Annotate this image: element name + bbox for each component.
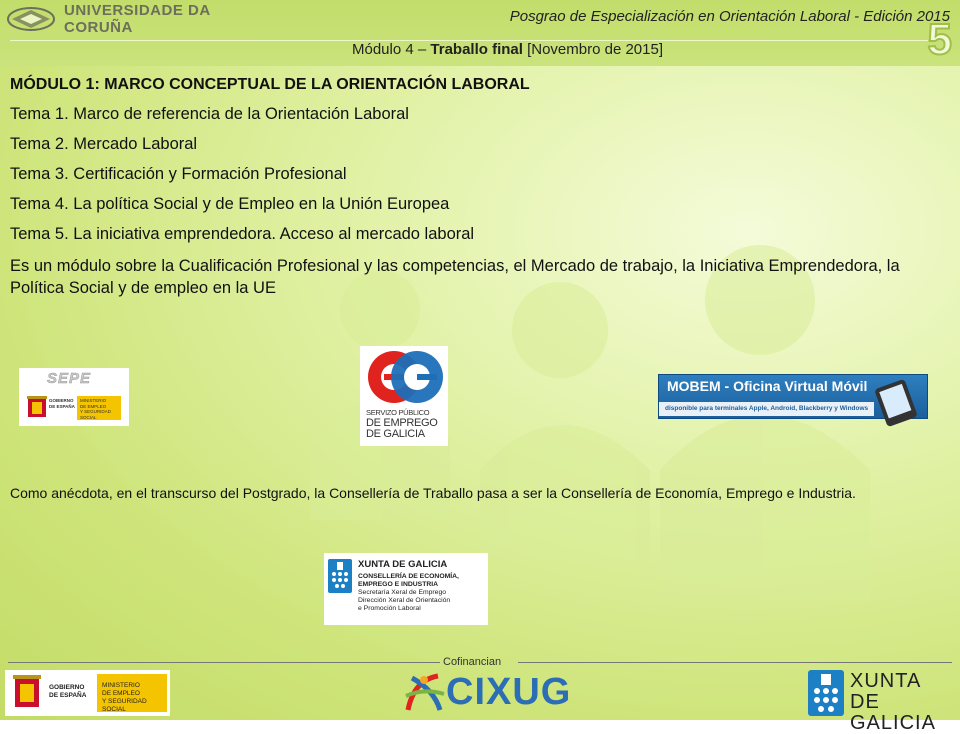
footer-xunta-line: DE GALICIA — [850, 691, 936, 734]
servizo-line: DE GALICIA — [366, 428, 425, 440]
sepe-title: SEPE — [47, 370, 92, 387]
cixug-name: CIXUG — [446, 671, 572, 713]
conselleria-text — [358, 573, 459, 613]
footer-min — [97, 674, 167, 712]
course-title: Posgrao de Especialización en Orientación Laboral - Edición 2015 — [509, 8, 950, 25]
module-description: Es un módulo sobre la Cualificación Profesional y las competencias, el Mercado de trabajo, la Iniciativa Emprendedora, la Política Social y de empleo en la UE — [10, 257, 900, 297]
footer-logos — [0, 664, 960, 734]
eg-emblem-icon — [362, 348, 446, 406]
servizo-line: SERVIZO PÚBLICO — [366, 408, 430, 417]
cixug-logo — [404, 668, 576, 718]
conselleria-line: Secretaría Xeral de Emprego — [358, 589, 447, 596]
topic-item: Tema 1. Marco de referencia de la Orientación Laboral — [10, 105, 409, 123]
module-subtitle — [352, 41, 663, 58]
footer-divider-right — [518, 662, 952, 663]
spain-coat-of-arms-icon — [27, 396, 47, 420]
module-bold: Traballo final — [430, 41, 523, 58]
galicia-coat-of-arms-icon — [328, 559, 352, 593]
module-prefix: Módulo 4 – — [352, 41, 431, 58]
sepe-logo — [19, 368, 129, 426]
university-logo — [6, 2, 246, 36]
footer-gov — [49, 684, 86, 700]
sepe-min-line: MINISTERIO — [80, 398, 107, 403]
footer-gov-line: DE ESPAÑA — [49, 692, 87, 699]
mobem-subtitle: disponible para terminales Apple, Android, Blackberry y Windows — [665, 405, 869, 412]
sepe-min-line: DE EMPLEO — [80, 403, 107, 409]
conselleria-line: EMPREGO E INDUSTRIA — [358, 581, 439, 588]
footer-xunta-logo — [808, 668, 958, 734]
footer-spain-coat-icon — [13, 675, 41, 711]
conselleria-line: e Promoción Laboral — [358, 605, 421, 612]
xunta-name: XUNTA DE GALICIA — [358, 559, 448, 570]
sepe-min-line: Y SEGURIDAD SOCIAL — [80, 409, 111, 420]
sepe-gov-line: DE ESPAÑA — [49, 403, 75, 409]
university-name: UNIVERSIDADE DA CORUÑA — [64, 2, 211, 36]
sepe-gov-block — [49, 398, 75, 409]
sepe-min-block — [77, 396, 121, 420]
topic-item: Tema 5. La iniciativa emprendedora. Acceso al mercado laboral — [10, 225, 475, 243]
topic-item: Tema 3. Certificación y Formación Profesional — [10, 165, 347, 183]
sepe-gov-line: GOBIERNO — [49, 398, 74, 403]
footer-min-line: Y SEGURIDAD SOCIAL — [102, 698, 147, 713]
anecdote-note: Como anécdota, en el transcurso del Postgrado, la Consellería de Traballo pasa a ser la Consellería de Economía, Emprego e Industria. — [10, 485, 856, 501]
mobem-title: MOBEM - Oficina Virtual Móvil — [667, 378, 868, 394]
module-suffix: [Novembro de 2015] — [522, 41, 664, 58]
footer-min-line: DE EMPLEO — [102, 690, 140, 697]
cofinancian-label: Cofinancian — [443, 656, 502, 668]
footer-xunta-line: XUNTA — [850, 670, 922, 692]
servizo-text — [366, 407, 438, 440]
udc-emblem-icon — [6, 6, 56, 32]
servizo-line: DE EMPREGO — [366, 417, 438, 429]
module-heading: MÓDULO 1: MARCO CONCEPTUAL DE LA ORIENTACIÓN LABORAL — [10, 76, 530, 93]
topic-item: Tema 2. Mercado Laboral — [10, 135, 198, 153]
cixug-emblem-icon — [404, 670, 446, 716]
topic-item: Tema 4. La política Social y de Empleo en la Unión Europea — [10, 195, 450, 213]
footer-spain-logo — [5, 670, 170, 716]
footer-gov-line: GOBIERNO — [49, 684, 85, 691]
footer-divider-left — [8, 662, 440, 663]
mobem-banner — [658, 374, 928, 419]
footer-min-line: MINISTERIO — [102, 682, 140, 689]
servizo-emprego-logo — [360, 346, 448, 446]
smartphone-icon — [874, 377, 928, 419]
main-content — [10, 76, 950, 299]
slide-number: 5 — [927, 15, 952, 64]
footer-xunta-text — [850, 671, 958, 734]
conselleria-line: Dirección Xeral de Orientación — [358, 597, 451, 604]
conselleria-line: CONSELLERÍA DE ECONOMÍA, — [358, 573, 459, 580]
footer-galicia-coat-icon — [808, 670, 844, 716]
mobem-subtitle-bar — [659, 402, 874, 416]
xunta-conselleria-logo — [324, 553, 488, 625]
